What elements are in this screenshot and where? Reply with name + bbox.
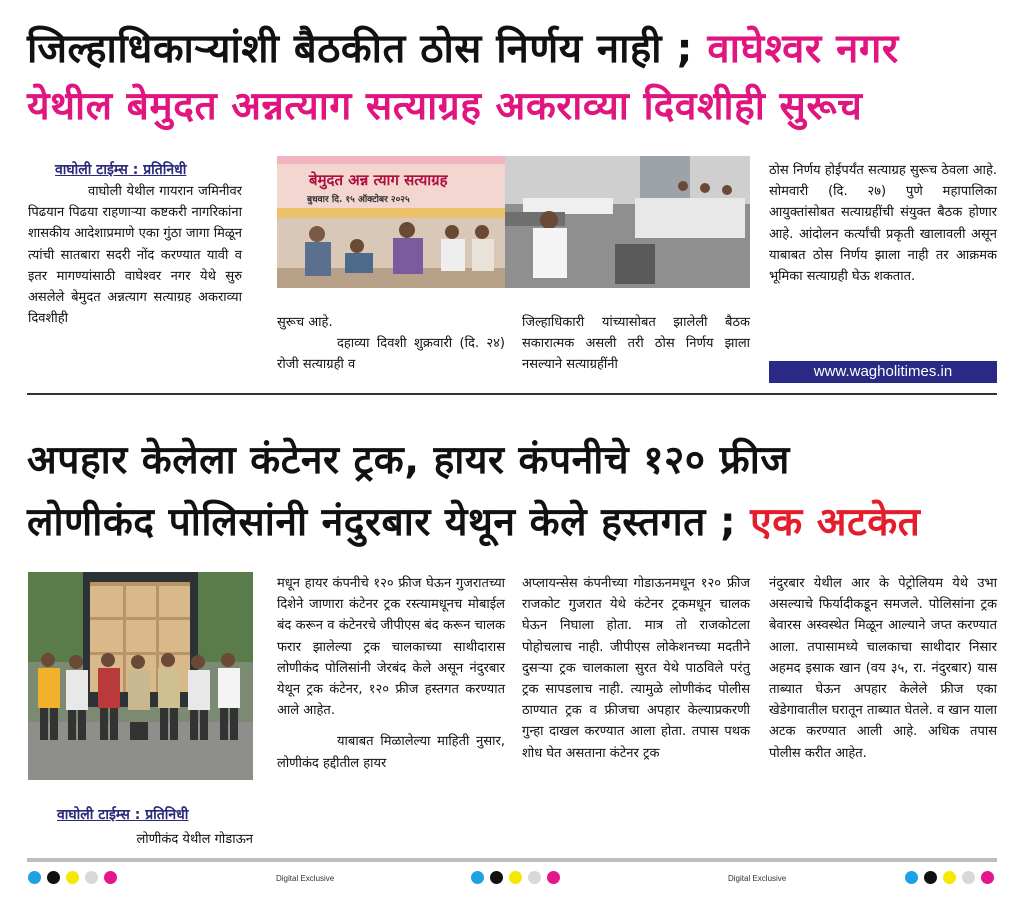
article2-column-4	[769, 573, 997, 764]
article2-column-1	[28, 829, 253, 850]
footer-label-left: Digital Exclusive	[276, 874, 335, 883]
article1-headline-line1	[27, 24, 899, 74]
website-url-banner: www.wagholitimes.in	[769, 361, 997, 383]
color-dot	[509, 871, 522, 884]
color-dot	[981, 871, 994, 884]
color-dot	[490, 871, 503, 884]
color-dot	[28, 871, 41, 884]
article1-headline-pink: वाघेश्वर नगर	[707, 26, 899, 72]
article2-headline-black: लोणीकंद पोलिसांनी नंदुरबार येथून केले हस्तगत ;	[27, 500, 751, 545]
article1-byline: वाघोली टाईम्स : प्रतिनिधी	[55, 162, 187, 178]
police-container-photo	[28, 572, 253, 780]
article1-col2-p2: दहाव्या दिवशी शुक्रवारी (दि. २४) रोजी सत्याग्रही व	[277, 336, 505, 373]
protest-banner-text: बेमुदत अन्न त्याग सत्याग्रह	[309, 171, 448, 189]
article1-column-4	[769, 160, 997, 287]
article2-headline-line2	[27, 498, 920, 548]
article-divider	[27, 393, 997, 395]
color-dot	[104, 871, 117, 884]
meeting-photo-illustration	[505, 156, 750, 288]
article2-column-3	[522, 573, 750, 764]
police-photo-illustration	[28, 572, 253, 780]
color-dot	[943, 871, 956, 884]
article1-headline-black: जिल्हाधिकाऱ्यांशी बैठकीत ठोस निर्णय नाही ;	[27, 26, 708, 72]
article1-col4-text: ठोस निर्णय होईपर्यंत सत्याग्रह सुरूच ठेवला आहे. सोमवारी (दि. २७) पुणे महापालिका आयुक्तांसोबत सत्याग्रहींची संयुक्त बैठक होणार आहे. आंदोलन कर्त्यांची प्रकृती खालावली असून याबाबत ठोस निर्णय झाला नाही तर आक्रमक भूमिका सत्याग्रही घेऊ शकतात.	[769, 163, 997, 285]
article1-column-2	[277, 312, 505, 376]
article2-col2-p2: याबाबत मिळालेल्या माहिती नुसार, लोणीकंद हद्दीतील हायर	[277, 734, 505, 771]
article2-byline: वाघोली टाईम्स : प्रतिनिधी	[57, 807, 189, 823]
article2-column-2	[277, 573, 505, 774]
article1-col3-text: जिल्हाधिकारी यांच्यासोबत झालेली बैठक सकारात्मक असली तरी ठोस निर्णय झाला नसल्याने सत्याग्रहींनी	[522, 315, 750, 373]
color-dot	[528, 871, 541, 884]
article1-column-3	[522, 312, 750, 376]
article2-headline-red: एक अटकेत	[750, 500, 921, 545]
footer-rule	[27, 858, 997, 862]
article1-column-1	[28, 181, 242, 329]
footer-label-right: Digital Exclusive	[728, 874, 787, 883]
color-dot	[905, 871, 918, 884]
article2-col3-text: अप्लायन्सेस कंपनीच्या गोडाऊनमधून १२० फ्रीज राजकोट गुजरात येथे कंटेनर ट्रकमधून चालक घेऊन निघाला होता. मात्र तो राजकोटला पोहोचलाच नाही. जीपीएस लोकेशनच्या मदतीने दुसऱ्या ट्रक चालकाला सुरत येथे पाठविले परंतु ट्रक सापडलाच नाही. त्यामुळे लोणीकंद पोलीस ठाण्यात ट्रक व फ्रीजचा अपहार केल्याप्रकरणी गुन्हा दाखल करण्यात आला होता. तपास पथक शोध घेत असताना कंटेनर ट्रक	[522, 576, 750, 761]
color-dot	[924, 871, 937, 884]
article2-col2-p1: मधून हायर कंपनीचे १२० फ्रीज घेऊन गुजरातच्या दिशेने जाणारा कंटेनर ट्रक रस्त्यामधूनच मोबाईल बंद करून व कंटेनरचे जीपीएस बंद करून चालक फरार झालेल्या ट्रक चालकाच्या साथीदारास लोणीकंद पोलिसांनी जेरबंद केले असून नंदुरबार येथून ट्रक कंटेनर, १२० फ्रीज हस्तगत करण्यात आले आहेत.	[277, 576, 505, 719]
article2-headline-line1: अपहार केलेला कंटेनर ट्रक, हायर कंपनीचे १२० फ्रीज	[27, 438, 790, 483]
protest-banner-date: बुधवार दि. १५ ऑक्टोबर २०२५	[307, 195, 410, 205]
protest-photo	[277, 156, 505, 288]
article2-col1-text: लोणीकंद येथील गोडाऊन	[136, 832, 253, 847]
article2-col4-text: नंदुरबार येथील आर के पेट्रोलियम येथे उभा असल्याचे फिर्यादीकडून समजले. पोलिसांना ट्रक बेवारस अस्वस्थेत मिळून आल्याने जप्त करण्यात आला. तपासामध्ये चालकाचा साथीदार निसार अहमद इसाक खान (वय ३५, रा. नंदुरबार) यास ताब्यात घेऊन अपहार केलेले फ्रीज एका खेडेगावातील घरातून ताब्यात घेतले. व खान याला अटक करण्यात आली आहे. अधिक तपास पोलीस करीत आहेत.	[769, 576, 997, 761]
color-dot	[47, 871, 60, 884]
color-dot	[66, 871, 79, 884]
article1-col1-text: वाघोली येथील गायरान जमिनीवर पिढयान पिढया राहणाऱ्या कष्टकरी नागरिकांना शासकीय आदेशाप्रमाणे एका गुंठा जागा मिळून त्यांची सातबारा सदरी नोंद करण्यात यावी व इतर मागण्यांसाठी वाघेश्वर नगर येथे सुरु असलेले बेमुदत अन्नत्याग सत्याग्रह अकराव्या दिवशीही	[28, 184, 242, 327]
color-dot	[547, 871, 560, 884]
article1-col2-p1: सुरूच आहे.	[277, 315, 333, 330]
color-dot	[85, 871, 98, 884]
color-dot	[962, 871, 975, 884]
color-dot	[471, 871, 484, 884]
article1-headline-line2: येथील बेमुदत अन्नत्याग सत्याग्रह अकराव्या दिवशीही सुरूच	[27, 84, 863, 129]
meeting-photo	[505, 156, 750, 288]
